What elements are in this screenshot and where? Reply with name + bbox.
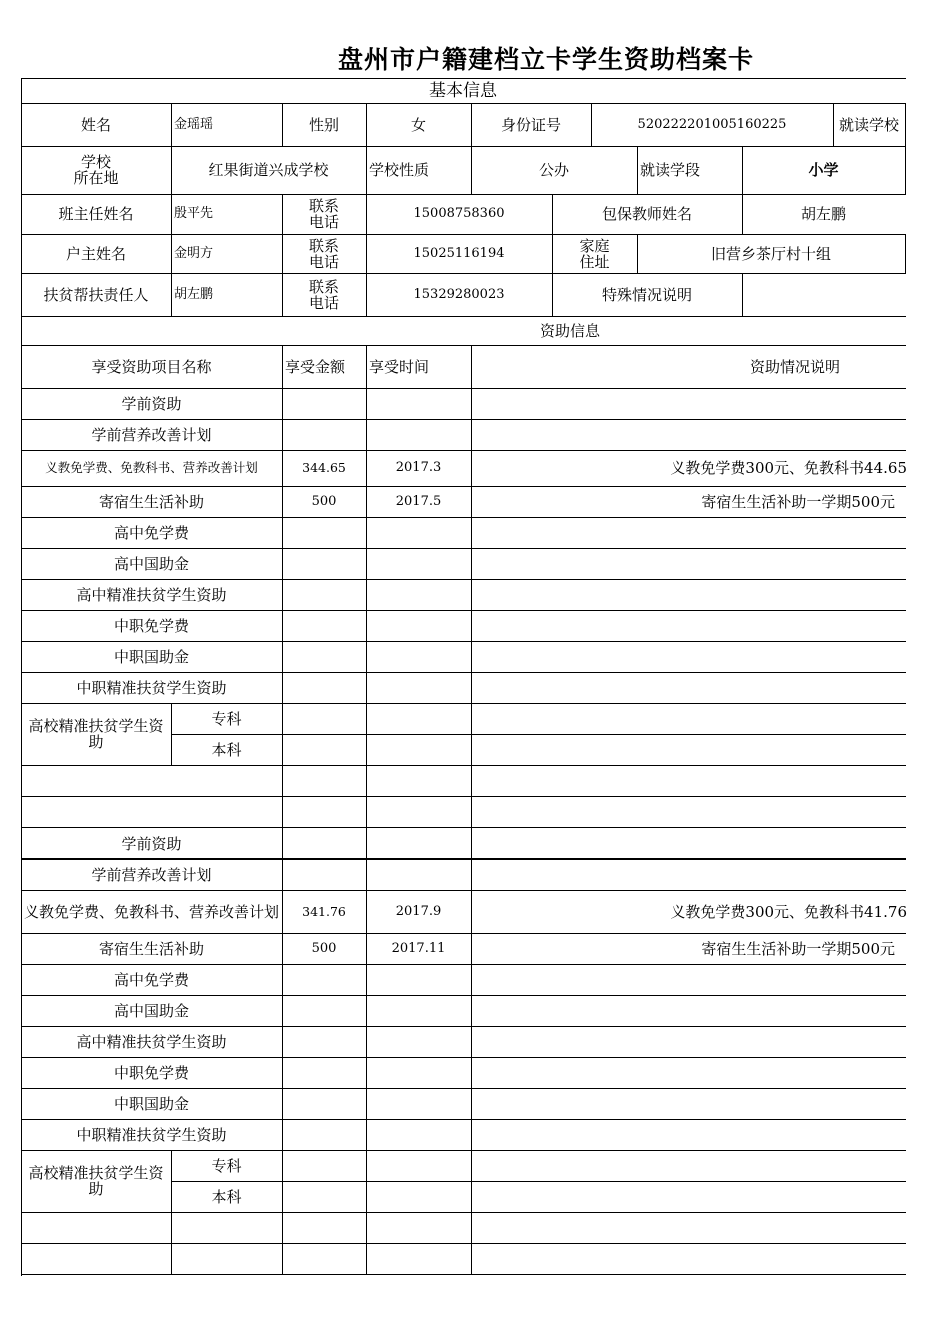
teacher-value: 殷平先 [174, 206, 214, 221]
item-hs-poverty-2: 高中精准扶贫学生资助 [76, 1032, 227, 1051]
householder-label: 户主姓名 [65, 244, 126, 263]
helper-phone-label: 联系 电话 [308, 277, 339, 312]
school-location-value: 红果街道兴成学校 [208, 161, 329, 179]
item-vocational-grant-2: 中职国助金 [113, 1094, 189, 1113]
stage-label: 就读学段 [640, 161, 701, 179]
school-type-value: 公办 [538, 161, 569, 179]
col-header-amount: 享受金额 [285, 357, 346, 376]
col-header-time: 享受时间 [369, 357, 430, 376]
id-number-label: 身份证号 [500, 115, 561, 134]
mentor-label: 包保教师姓名 [601, 205, 692, 223]
householder-value: 金明方 [174, 245, 214, 261]
aid-info-heading: 资助信息 [539, 321, 600, 340]
mentor-value: 胡左鹏 [800, 205, 846, 223]
grid-line [905, 146, 906, 194]
grid-line [905, 103, 906, 146]
item-compulsory-1: 义教免学费、免教科书、营养改善计划 [45, 460, 258, 475]
name-label: 姓名 [80, 115, 111, 134]
basic-info-heading: 基本信息 [429, 80, 497, 101]
college-bachelor-1: 本科 [211, 740, 242, 759]
compulsory-note-2: 义教免学费300元、免教科书41.76 [670, 902, 907, 921]
item-college-2: 高校精准扶贫学生资助 [28, 1164, 164, 1198]
school-type-label: 学校性质 [369, 161, 430, 179]
college-bachelor-2: 本科 [211, 1187, 242, 1206]
boarding-time-2: 2017.11 [391, 940, 446, 956]
householder-phone-label: 联系 电话 [308, 236, 339, 271]
grid-line [21, 765, 906, 766]
item-compulsory-2: 义教免学费、免教科书、营养改善计划 [23, 902, 279, 921]
item-preschool-nutrition-2: 学前营养改善计划 [91, 865, 212, 884]
item-hs-poverty-1: 高中精准扶贫学生资助 [76, 585, 227, 604]
name-value: 金瑶瑶 [174, 116, 214, 132]
helper-phone-value: 15329280023 [413, 286, 505, 302]
compulsory-amount-1: 344.65 [302, 460, 346, 475]
compulsory-time-2: 2017.9 [395, 903, 442, 919]
item-hs-tuition-2: 高中免学费 [113, 970, 189, 989]
gender-value: 女 [410, 115, 426, 134]
item-boarding-1: 寄宿生生活补助 [98, 492, 204, 511]
grid-line [21, 796, 906, 797]
item-boarding-2: 寄宿生生活补助 [98, 939, 204, 958]
grid-line [21, 1243, 906, 1244]
page-title: 盘州市户籍建档立卡学生资助档案卡 [338, 45, 755, 74]
item-hs-grant-2: 高中国助金 [113, 1001, 189, 1020]
special-label: 特殊情况说明 [601, 285, 692, 304]
item-college-1: 高校精准扶贫学生资助 [28, 717, 164, 751]
compulsory-note-1: 义教免学费300元、免教科书44.65 [670, 459, 907, 477]
boarding-amount-2: 500 [311, 940, 337, 956]
col-header-item: 享受资助项目名称 [91, 357, 212, 376]
gender-label: 性别 [308, 115, 339, 134]
item-vocational-tuition-2: 中职免学费 [113, 1063, 189, 1082]
teacher-phone-value: 15008758360 [413, 206, 505, 221]
item-vocational-poverty-2: 中职精准扶贫学生资助 [76, 1125, 227, 1144]
grid-line [21, 1212, 906, 1213]
school-label: 就读学校 [838, 115, 899, 134]
grid-line [905, 234, 906, 273]
college-junior-1: 专科 [211, 709, 242, 728]
householder-phone-value: 15025116194 [413, 245, 505, 261]
special-value [742, 273, 905, 316]
col-header-note: 资助情况说明 [749, 357, 840, 376]
grid-line [21, 1274, 906, 1275]
item-vocational-tuition-1: 中职免学费 [113, 616, 189, 635]
item-preschool-1: 学前资助 [121, 394, 182, 413]
helper-value: 胡左鹏 [174, 286, 214, 302]
item-hs-grant-1: 高中国助金 [113, 554, 189, 573]
school-location-label: 学校 所在地 [73, 153, 119, 187]
item-preschool-nutrition-1: 学前营养改善计划 [91, 425, 212, 444]
compulsory-time-1: 2017.3 [395, 460, 442, 475]
stage-value: 小学 [808, 161, 839, 179]
boarding-note-1: 寄宿生生活补助一学期500元 [701, 492, 895, 511]
address-label: 家庭 住址 [579, 236, 610, 271]
item-hs-tuition-1: 高中免学费 [113, 523, 189, 542]
boarding-note-2: 寄宿生生活补助一学期500元 [701, 939, 895, 958]
compulsory-amount-2: 341.76 [302, 903, 346, 919]
teacher-phone-label: 联系 电话 [308, 197, 339, 231]
boarding-amount-1: 500 [311, 493, 337, 509]
id-number-value: 520222201005160225 [637, 116, 787, 132]
boarding-time-1: 2017.5 [395, 493, 442, 509]
item-vocational-grant-1: 中职国助金 [113, 647, 189, 666]
item-vocational-poverty-1: 中职精准扶贫学生资助 [76, 678, 227, 697]
helper-label: 扶贫帮扶责任人 [43, 285, 149, 304]
grid-line [171, 1212, 172, 1274]
teacher-label: 班主任姓名 [58, 205, 134, 223]
college-junior-2: 专科 [211, 1156, 242, 1175]
address-value: 旧营乡茶厅村十组 [710, 244, 831, 263]
item-preschool-2: 学前资助 [121, 834, 182, 853]
